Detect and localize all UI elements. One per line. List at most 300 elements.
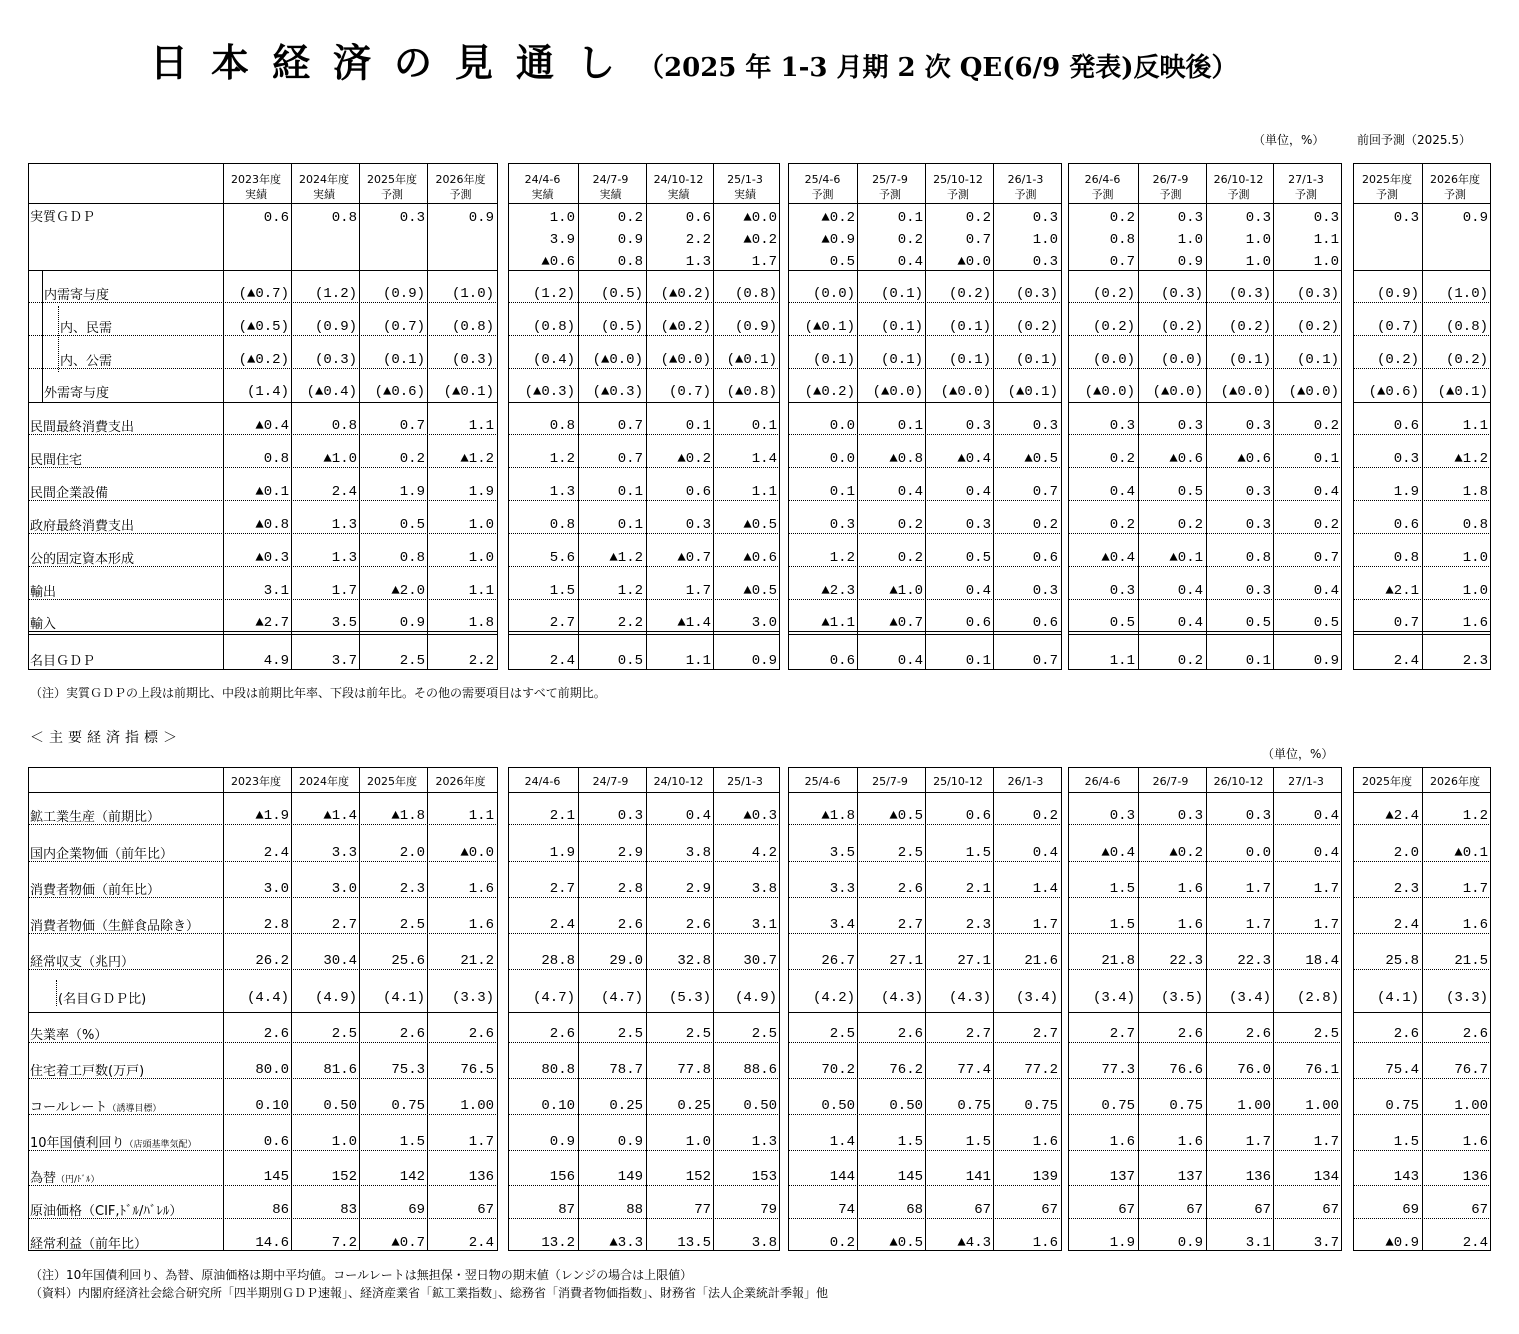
dotted-rule	[508, 1114, 780, 1115]
row-rule	[788, 1012, 1062, 1013]
indicator-value: 136	[1245, 1169, 1271, 1185]
dotted-rule	[508, 302, 780, 303]
column-divider	[646, 767, 647, 1251]
item-value: ▲0.6	[1169, 451, 1203, 467]
item-value: 0.3	[685, 517, 711, 533]
dotted-rule	[508, 1218, 780, 1219]
dotted-rule	[508, 1150, 780, 1151]
gdp-value: 1.0	[1177, 232, 1203, 248]
dotted-rule	[28, 434, 498, 435]
item-value: 1.0	[468, 550, 494, 566]
indicator-value: 0.75	[1024, 1098, 1058, 1114]
item-value: 0.1	[1313, 451, 1339, 467]
item-value: 0.3	[1245, 517, 1271, 533]
column-header-status: 予測	[1091, 188, 1114, 201]
item-value: 0.7	[1313, 550, 1339, 566]
contrib-value: (0.2)	[1376, 352, 1419, 368]
indicator-value: 30.7	[743, 953, 777, 969]
contrib-value: (▲0.0)	[660, 352, 711, 368]
contrib-value: (0.2)	[1015, 319, 1058, 335]
indicator-value: 0.2	[1032, 808, 1058, 824]
item-value: ▲1.0	[323, 451, 357, 467]
indicator-value: ▲0.0	[460, 845, 494, 861]
nominal-value: 0.6	[829, 653, 855, 669]
indicator-value: ▲0.5	[889, 1235, 923, 1251]
indicator-value: 22.3	[1237, 953, 1271, 969]
indicator-value: 13.5	[677, 1235, 711, 1251]
indicator-value: 1.6	[1177, 917, 1203, 933]
header-rule	[508, 792, 780, 793]
indicator-value: ▲0.4	[1101, 845, 1135, 861]
indicator-name: 消費者物価（前年比）	[30, 883, 161, 898]
indicator-value: 77.8	[677, 1062, 711, 1078]
indicator-name: 原油価格（CIF,ﾄﾞﾙ/ﾊﾞﾚﾙ）	[30, 1204, 183, 1219]
indicator-value: 1.9	[549, 845, 575, 861]
item-value: 0.4	[1313, 484, 1339, 500]
unit-label-indicators: （単位，%）	[1262, 747, 1334, 761]
column-divider	[925, 163, 926, 670]
indicator-value: 1.9	[1109, 1235, 1135, 1251]
row-label-item: 政府最終消費支出	[30, 519, 135, 534]
indicator-value: 1.5	[965, 1134, 991, 1150]
indicator-value: ▲1.9	[255, 808, 289, 824]
gdp-value: 0.9	[1462, 210, 1488, 226]
indicator-value: ▲0.5	[889, 808, 923, 824]
row-label-item: 民間住宅	[30, 453, 83, 468]
column-divider	[291, 163, 292, 670]
dotted-rule	[1353, 1114, 1491, 1115]
contrib-value: (0.1)	[880, 352, 923, 368]
indicator-value: (3.4)	[1092, 990, 1135, 1006]
indicator-value: 77.2	[1024, 1062, 1058, 1078]
contrib-value: (1.0)	[451, 286, 494, 302]
gdp-value: 0.3	[399, 210, 425, 226]
contrib-value: (0.7)	[668, 384, 711, 400]
indicator-value: 2.1	[965, 881, 991, 897]
indicator-value: 1.6	[1462, 917, 1488, 933]
indicator-value: 3.3	[829, 881, 855, 897]
dotted-rule	[1353, 897, 1491, 898]
column-header-period: 25/1-3	[727, 775, 763, 788]
gdp-value: ▲0.2	[821, 210, 855, 226]
indicator-value: (4.1)	[1376, 990, 1419, 1006]
gdp-value: 0.9	[1177, 254, 1203, 270]
note-indicators: （注）10年国債利回り、為替、原油価格は期中平均値。コールレートは無担保・翌日物の期末値（レンジの場合は上限値）	[30, 1268, 693, 1282]
column-divider	[427, 163, 428, 670]
indicator-value: 77.4	[957, 1062, 991, 1078]
column-divider	[1422, 163, 1423, 670]
dotted-rule	[28, 566, 498, 567]
item-rule	[788, 634, 1062, 635]
item-value: 0.6	[685, 484, 711, 500]
item-value: ▲0.7	[889, 615, 923, 631]
row-label-real-gdp: 実質ＧＤＰ	[30, 210, 96, 225]
indicator-value: ▲2.4	[1385, 808, 1419, 824]
gdp-value: 0.2	[1109, 210, 1135, 226]
indicator-value: 3.0	[331, 881, 357, 897]
dotted-rule	[1068, 302, 1342, 303]
column-header-status: 予測	[381, 188, 403, 201]
contrib-value: (▲0.0)	[1084, 384, 1135, 400]
indent-rule	[58, 306, 59, 372]
indicator-value: (4.7)	[600, 990, 643, 1006]
column-header-period: 26/1-3	[1007, 775, 1044, 788]
contrib-value: (▲0.0)	[592, 352, 643, 368]
item-value: 1.5	[549, 583, 575, 599]
dotted-rule	[28, 933, 498, 934]
item-value: ▲1.1	[821, 615, 855, 631]
dotted-rule	[788, 861, 1062, 862]
indicator-name: 経常利益（前年比）	[30, 1237, 148, 1252]
indicator-value: 0.3	[617, 808, 643, 824]
gdp-value: ▲0.9	[821, 232, 855, 248]
indicator-qualifier: （店頭基準気配）	[124, 1140, 197, 1150]
indicator-value: 79	[760, 1202, 777, 1218]
indicator-name: 経常収支（兆円）	[30, 955, 135, 970]
item-rule	[28, 634, 498, 635]
contrib-value: (▲0.6)	[374, 384, 425, 400]
item-value: 0.1	[617, 484, 643, 500]
dotted-rule	[1068, 897, 1342, 898]
note-sources: （資料）内閣府経済社会総合研究所「四半期別ＧＤＰ速報」、経済産業省「鉱工業指数」、総務省「消費者物価指数」、財務省「法人企業統計季報」他	[30, 1286, 829, 1300]
item-value: ▲0.7	[677, 550, 711, 566]
column-header-period: 26/10-12	[1213, 173, 1264, 186]
indicator-value: 81.6	[323, 1062, 357, 1078]
column-divider	[857, 163, 858, 670]
column-header-period: 26/10-12	[1213, 775, 1264, 788]
indicator-name: 鉱工業生産（前期比）	[30, 810, 161, 825]
indicator-value: 2.8	[617, 881, 643, 897]
header-rule	[788, 203, 1062, 204]
indicator-value: ▲1.8	[391, 808, 425, 824]
column-divider	[993, 163, 994, 670]
item-rule	[1068, 631, 1342, 632]
dotted-rule	[28, 500, 498, 501]
contrib-value: (0.8)	[1445, 319, 1488, 335]
item-value: 0.6	[1032, 550, 1058, 566]
gdp-rule	[1353, 270, 1491, 271]
nominal-value: 0.2	[1177, 653, 1203, 669]
header-rule	[28, 203, 498, 204]
indicator-value: ▲1.8	[821, 808, 855, 824]
indicator-value: ▲1.4	[323, 808, 357, 824]
indicator-value: ▲0.3	[743, 808, 777, 824]
column-header-period: 25/10-12	[933, 775, 983, 788]
gdp-value: 0.4	[897, 254, 923, 270]
gdp-value: 1.0	[1245, 232, 1271, 248]
contrib-value: (0.3)	[1296, 286, 1339, 302]
gdp-value: 1.3	[685, 254, 711, 270]
dotted-rule	[788, 969, 1062, 970]
dotted-rule	[508, 1185, 780, 1186]
indicator-value: 1.6	[468, 917, 494, 933]
dotted-rule	[1068, 434, 1342, 435]
row-label-indicator	[58, 992, 146, 1008]
indicator-value: 149	[617, 1169, 643, 1185]
indicator-value: 152	[685, 1169, 711, 1185]
indicator-value: 1.5	[897, 1134, 923, 1150]
indicator-value: 74	[838, 1202, 855, 1218]
item-value: 2.7	[549, 615, 575, 631]
column-header-period: 2026年度	[435, 775, 486, 788]
nominal-value: 4.9	[263, 653, 289, 669]
dotted-rule	[1068, 599, 1342, 600]
indicator-value: (4.9)	[314, 990, 357, 1006]
indicator-value: 3.7	[1313, 1235, 1339, 1251]
dotted-rule	[508, 566, 780, 567]
item-value: 0.2	[1109, 451, 1135, 467]
indicator-value: 3.1	[751, 917, 777, 933]
item-value: ▲0.1	[255, 484, 289, 500]
indicator-value: (4.7)	[532, 990, 575, 1006]
dotted-rule	[1068, 566, 1342, 567]
indicator-value: 1.00	[460, 1098, 494, 1114]
indicator-name: (名目ＧＤＰ比)	[58, 992, 147, 1007]
contrib-value: (▲0.0)	[940, 384, 991, 400]
indicator-value: 143	[1393, 1169, 1419, 1185]
contrib-value: (▲0.3)	[524, 384, 575, 400]
gdp-value: 0.3	[1032, 254, 1058, 270]
contrib-value: (0.2)	[1228, 319, 1271, 335]
indicator-value: 0.4	[685, 808, 711, 824]
dotted-rule	[788, 1078, 1062, 1079]
indicator-value: ▲0.2	[1169, 845, 1203, 861]
indicator-value: 87	[558, 1202, 575, 1218]
indicator-value: 0.25	[609, 1098, 643, 1114]
indicator-name: 10年国債利回り	[30, 1136, 125, 1151]
dotted-rule	[508, 368, 780, 369]
indicator-value: 0.75	[391, 1098, 425, 1114]
contrib-value: (0.4)	[532, 352, 575, 368]
section-title-indicators: ＜主要経済指標＞	[30, 730, 182, 746]
contrib-value: (▲0.5)	[238, 319, 289, 335]
contrib-value: (0.0)	[1160, 352, 1203, 368]
column-header-status: 予測	[1444, 188, 1466, 201]
dotted-rule	[28, 1042, 498, 1043]
header-rule	[1068, 203, 1342, 204]
column-divider	[427, 767, 428, 1251]
item-value: ▲2.1	[1385, 583, 1419, 599]
column-header-period: 2026年度	[1430, 173, 1480, 186]
indicator-value: 0.10	[541, 1098, 575, 1114]
item-value: ▲0.5	[1024, 451, 1058, 467]
indicator-value: 67	[1186, 1202, 1203, 1218]
dotted-rule	[508, 897, 780, 898]
column-header-period: 24/10-12	[653, 173, 704, 186]
dotted-rule	[508, 1042, 780, 1043]
indicator-value: 1.6	[1177, 1134, 1203, 1150]
dotted-rule	[1068, 335, 1342, 336]
column-divider	[1273, 163, 1274, 670]
dotted-rule	[1353, 1150, 1491, 1151]
item-value: 1.2	[549, 451, 575, 467]
indicator-value: 67	[1118, 1202, 1135, 1218]
dotted-rule	[788, 1042, 1062, 1043]
contrib-value: (0.0)	[1092, 352, 1135, 368]
item-value: 0.1	[751, 418, 777, 434]
dotted-rule	[1068, 933, 1342, 934]
indicator-value: 2.6	[1177, 1026, 1203, 1042]
indicator-value: 2.4	[468, 1235, 494, 1251]
nominal-value: 1.1	[685, 653, 711, 669]
dotted-rule	[508, 335, 780, 336]
contrib-value: (0.2)	[1092, 286, 1135, 302]
indicator-value: 0.3	[1245, 808, 1271, 824]
column-header-status: 予測	[1376, 188, 1398, 201]
indicator-value: 1.5	[1393, 1134, 1419, 1150]
item-value: 0.4	[1177, 583, 1203, 599]
row-label-contrib: 内、公需	[60, 354, 113, 369]
row-label-item: 輸入	[30, 617, 57, 632]
indicator-value: 3.1	[1245, 1235, 1271, 1251]
contrib-value: (0.5)	[600, 319, 643, 335]
item-value: 0.2	[1109, 517, 1135, 533]
item-value: 0.8	[1245, 550, 1271, 566]
indicator-value: (4.9)	[734, 990, 777, 1006]
dotted-rule	[788, 1150, 1062, 1151]
indicator-value: ▲3.3	[609, 1235, 643, 1251]
indicator-value: 2.6	[263, 1026, 289, 1042]
indicator-name: 国内企業物価（前年比）	[30, 847, 174, 862]
indicator-value: 2.5	[1313, 1026, 1339, 1042]
item-value: 0.3	[965, 418, 991, 434]
item-value: 0.1	[897, 418, 923, 434]
dotted-rule	[508, 467, 780, 468]
dotted-rule	[788, 599, 1062, 600]
indicator-value: 0.75	[1385, 1098, 1419, 1114]
dotted-rule	[1353, 1185, 1491, 1186]
indicator-value: 67	[1041, 1202, 1058, 1218]
item-value: 0.0	[829, 418, 855, 434]
dotted-rule	[28, 467, 498, 468]
dotted-rule	[28, 897, 498, 898]
indicator-value: 77	[694, 1202, 711, 1218]
column-header-status: 予測	[811, 188, 834, 201]
item-value: ▲0.6	[743, 550, 777, 566]
indicator-value: 2.6	[685, 917, 711, 933]
label-divider	[223, 767, 224, 1251]
label-divider	[223, 163, 224, 670]
item-value: 1.2	[829, 550, 855, 566]
indicator-value: 0.6	[263, 1134, 289, 1150]
nominal-value: 1.1	[1109, 653, 1135, 669]
indicator-value: 0.10	[255, 1098, 289, 1114]
indicator-value: 0.50	[323, 1098, 357, 1114]
column-header-period: 26/7-9	[1152, 775, 1189, 788]
item-value: 3.5	[331, 615, 357, 631]
indicator-qualifier: （誘導目標）	[107, 1104, 162, 1114]
row-rule	[28, 1012, 498, 1013]
indicator-value: 2.5	[751, 1026, 777, 1042]
indicator-value: 83	[340, 1202, 357, 1218]
column-divider	[993, 767, 994, 1251]
indicator-value: 68	[906, 1202, 923, 1218]
row-label-contrib: 外需寄与度	[44, 386, 110, 401]
column-header-period: 24/7-9	[592, 173, 629, 186]
column-divider	[1206, 163, 1207, 670]
contrib-value: (0.1)	[1296, 352, 1339, 368]
indicator-value: 2.4	[549, 917, 575, 933]
item-value: 1.9	[1393, 484, 1419, 500]
indicator-value: 29.0	[609, 953, 643, 969]
indicator-value: 2.3	[399, 881, 425, 897]
column-divider	[646, 163, 647, 670]
column-header-status: 予測	[879, 188, 901, 201]
column-header-status: 予測	[1014, 188, 1037, 201]
indicator-value: 1.7	[1032, 917, 1058, 933]
indicator-value: 21.8	[1101, 953, 1135, 969]
indicator-value: 77.3	[1101, 1062, 1135, 1078]
contrib-value: (0.1)	[382, 352, 425, 368]
indicator-value: 0.75	[957, 1098, 991, 1114]
nominal-value: 0.5	[617, 653, 643, 669]
gdp-value: 0.3	[1393, 210, 1419, 226]
item-value: 0.4	[897, 484, 923, 500]
column-header-status: 実績	[734, 188, 756, 201]
indicator-value: 142	[399, 1169, 425, 1185]
row-label-contrib: 内、民需	[60, 321, 113, 336]
indicator-value: 3.0	[263, 881, 289, 897]
item-value: 0.9	[399, 615, 425, 631]
dotted-rule	[508, 824, 780, 825]
indicator-value: 1.5	[399, 1134, 425, 1150]
indicator-value: 2.6	[468, 1026, 494, 1042]
indicator-value: 1.0	[331, 1134, 357, 1150]
column-header-period: 2024年度	[299, 173, 349, 186]
indicator-value: 13.2	[541, 1235, 575, 1251]
gdp-value: 1.0	[1032, 232, 1058, 248]
indicator-value: 2.7	[549, 881, 575, 897]
item-value: 1.0	[468, 517, 494, 533]
dotted-rule	[1068, 1218, 1342, 1219]
indicator-value: 67	[477, 1202, 494, 1218]
dotted-rule	[1068, 1150, 1342, 1151]
indicator-value: 2.6	[399, 1026, 425, 1042]
indicator-value: 7.2	[331, 1235, 357, 1251]
indicator-value: 1.7	[1313, 917, 1339, 933]
item-value: ▲0.8	[255, 517, 289, 533]
item-value: 0.3	[1245, 418, 1271, 434]
item-value: 0.4	[965, 484, 991, 500]
gdp-value: 0.3	[1245, 210, 1271, 226]
item-value: 0.3	[1109, 418, 1135, 434]
nominal-value: 2.2	[468, 653, 494, 669]
indicator-value: 1.6	[468, 881, 494, 897]
indicator-value: 2.7	[965, 1026, 991, 1042]
dotted-rule	[788, 500, 1062, 501]
indicator-value: 27.1	[889, 953, 923, 969]
indicator-value: 76.6	[1169, 1062, 1203, 1078]
contrib-value: (▲0.2)	[238, 352, 289, 368]
indicator-value: 2.5	[331, 1026, 357, 1042]
header-rule	[28, 792, 498, 793]
indicator-value: 76.5	[460, 1062, 494, 1078]
nominal-value: 2.3	[1462, 653, 1488, 669]
item-value: 0.0	[829, 451, 855, 467]
column-header-period: 25/4-6	[804, 173, 841, 186]
indicator-value: 88	[626, 1202, 643, 1218]
indicator-value: 2.6	[897, 1026, 923, 1042]
indicator-value: 3.8	[685, 845, 711, 861]
indicator-value: 134	[1313, 1169, 1339, 1185]
column-divider	[359, 767, 360, 1251]
column-header-period: 25/7-9	[872, 775, 908, 788]
contrib-value: (0.2)	[948, 286, 991, 302]
column-header-status: 予測	[947, 188, 969, 201]
indicator-value: 2.4	[263, 845, 289, 861]
column-header-period: 26/1-3	[1007, 173, 1044, 186]
dotted-rule	[1353, 368, 1491, 369]
